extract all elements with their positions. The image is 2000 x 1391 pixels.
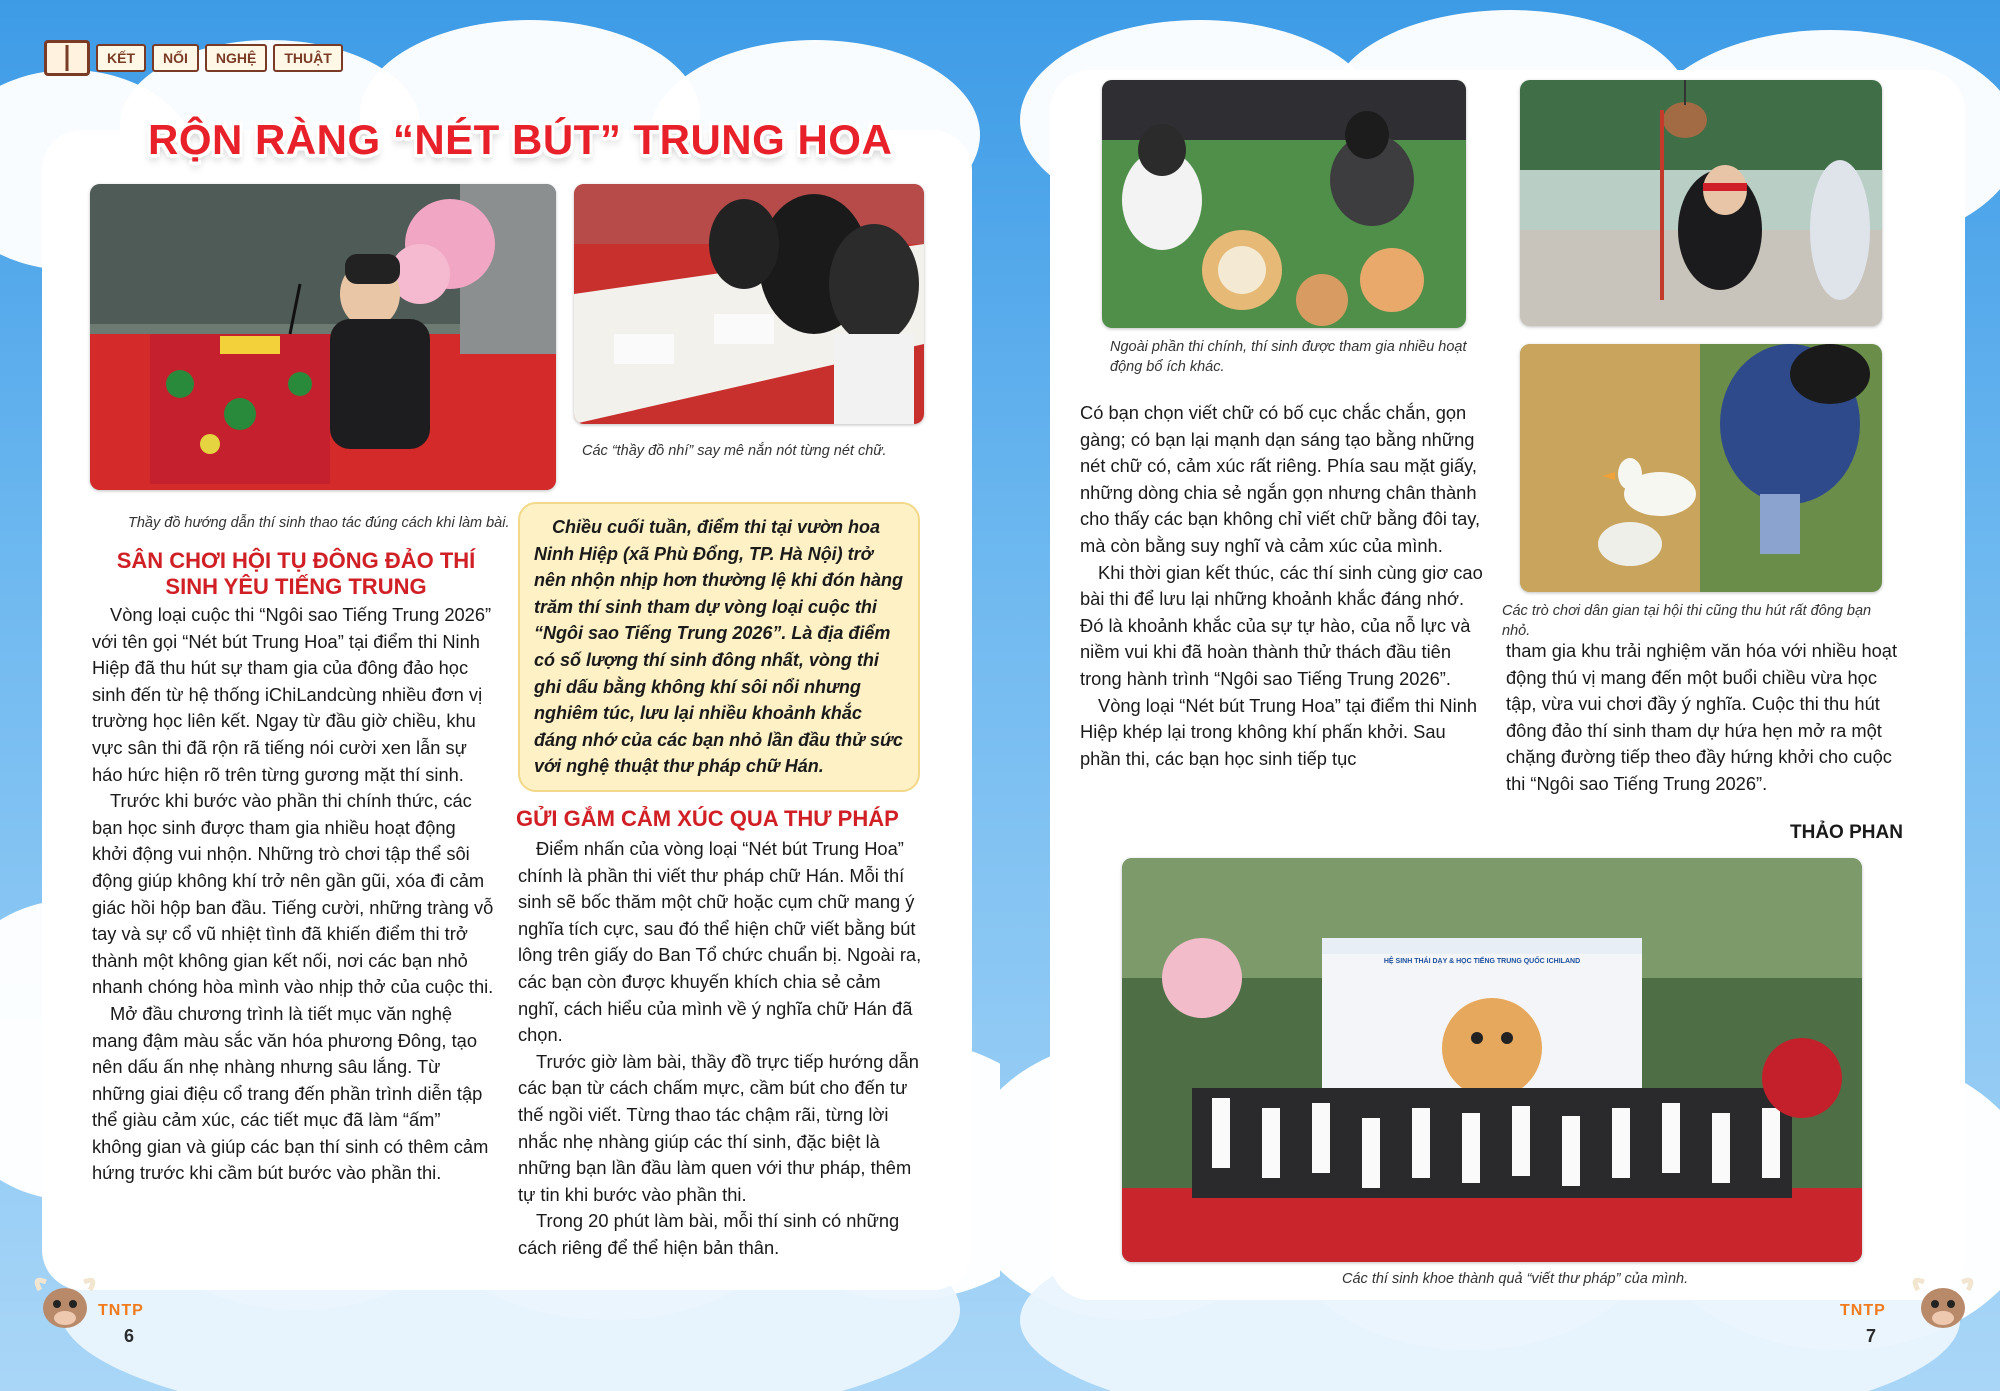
right-page [1000,0,2000,1391]
section2-paragraph: Trong 20 phút làm bài, mỗi thí sinh có những cách riêng để thể hiện bản thân. [518,1210,900,1258]
photo-students-writing [574,184,924,424]
section1-heading-line1: SÂN CHƠI HỘI TỤ ĐÔNG ĐẢO THÍ [116,548,476,573]
section2-body [518,836,922,1262]
right-column-2 [1506,638,1906,798]
section2-paragraph: Trước giờ làm bài, thầy đồ trực tiếp hướng dẫn các bạn từ cách chấm mực, cầm bút cho đến tư thế ngồi viết. Từng thao tác chậm rãi, từng lời nhắc nhẹ nhàng giúp các thí sinh, đặc biệt là những bạn lần đầu làm quen với thư pháp, thêm tự tin khi bước vào phần thi. [518,1050,919,1205]
header-badge: KẾT [96,44,146,72]
article-title: RỘN RÀNG “NÉT BÚT” TRUNG HOA [148,116,893,163]
photo2-caption: Các “thầy đồ nhí” say mê nắn nót từng nét chữ. [582,443,887,459]
section-header [44,40,343,76]
section1-body [92,602,494,1187]
right-col1-paragraph: Vòng loại “Nét bút Trung Hoa” tại điểm thi Ninh Hiệp khép lại trong không khí phấn khởi. Sau phần thi, các bạn học sinh tiếp tục [1080,694,1478,769]
section1-paragraph: Vòng loại cuộc thi “Ngôi sao Tiếng Trung 2026” với tên gọi “Nét bút Trung Hoa” tại điểm thi Ninh Hiệp đã thu hút sự tham gia của đông đảo học sinh đến từ hệ thống iChiLandcùng nhiều đơn vị trường học liên kết. Ngay từ đầu giờ chiều, khu vực sân thi đã rộn rã tiếng nói cười xen lẫn sự háo hức hiện rõ trên từng gương mặt thí sinh. [92,604,492,785]
section1-heading [96,548,496,600]
right-column-1 [1080,400,1484,772]
book-icon [44,40,90,76]
section2-paragraph: Điểm nhấn của vòng loại “Nét bút Trung Hoa” chính là phần thi viết thư pháp chữ Hán. Mỗi thí sinh sẽ bốc thăm một chữ hoặc cụm chữ mang ý nghĩa tích cực, sau đó thể hiện chữ viết bằng bút lông trên giấy do Ban Tổ chức chuẩn bị. Ngoài ra, các bạn còn được khuyến khích chia sẻ cảm nghĩ, cách hiểu của mình về ý nghĩa chữ Hán đã chọn. [518,838,922,1046]
photo-group [1122,858,1862,1262]
section1-paragraph: Trước khi bước vào phần thi chính thức, các bạn học sinh được tham gia nhiều hoạt động khởi động vui nhộn. Những trò chơi tập thể sôi động giúp không khí trở nên gần gũi, xóa đi cảm giác hồi hộp ban đầu. Tiếng cười, những tràng vỗ tay và sự cổ vũ nhiệt tình đã khiến điểm thi trở thành một không gian kết nối, nơi các bạn nhỏ nhanh chóng hòa mình vào nhịp thở của cuộc thi. [92,790,494,998]
photo-calligraphy-teacher [90,184,556,490]
page-number-right: 7 [1866,1326,1877,1346]
buffalo-mascot-icon [1908,1268,1978,1338]
photo1-caption: Thầy đồ hướng dẫn thí sinh thao tác đúng cách khi làm bài. [128,515,510,531]
right-col1-paragraph: Có bạn chọn viết chữ có bố cục chắc chắn, gọn gàng; có bạn lại mạnh dạn sáng tạo bằng những nét chữ có, cảm xúc rất riêng. Phía sau mặt giấy, những dòng chia sẻ ngắn gọn nhưng chân thành cho thấy các bạn không chỉ viết chữ bằng đôi tay, mà còn bằng suy nghĩ và cảm xúc của mình. [1080,402,1481,556]
photo-folk-game-pot [1520,80,1882,326]
photo-folk-game-ducks [1520,344,1882,592]
photo6-caption: Các thí sinh khoe thành quả “viết thư pháp” của mình. [1342,1271,1689,1287]
section1-heading-line2: SINH YÊU TIẾNG TRUNG [165,574,427,599]
buffalo-mascot-icon [30,1268,100,1338]
photo3-caption: Ngoài phần thi chính, thí sinh được tham gia nhiều hoạt động bổ ích khác. [1110,339,1467,375]
header-badge: NỐI [152,44,199,72]
lead-text: Chiều cuối tuần, điểm thi tại vườn hoa Ninh Hiệp (xã Phù Đổng, TP. Hà Nội) trở nên nhộn nhịp hơn thường lệ khi đón hàng trăm thí sinh tham dự vòng loại cuộc thi “Ngôi sao Tiếng Trung 2026”. Là địa điểm có số lượng thí sinh đông nhất, vòng thi ghi dấu bằng không khí sôi nổi nhưng nghiêm túc, lưu lại nhiều khoảnh khắc đáng nhớ của các bạn nhỏ lần đầu thử sức với nghệ thuật thư pháp chữ Hán. [534,517,903,777]
header-badge: THUẬT [273,44,342,72]
photo4-5-caption: Các trò chơi dân gian tại hội thi cũng thu hút rất đông bạn nhỏ. [1502,603,1872,639]
page-number-left: 6 [124,1326,135,1346]
right-col1-paragraph: Khi thời gian kết thúc, các thí sinh cùng giơ cao bài thi để lưu lại những khoảnh khắc đáng nhớ. Đó là khoảnh khắc của sự tự hào, của nỗ lực và niềm vui khi đã hoàn thành thử thách đầu tiên trong hành trình “Ngôi sao Tiếng Trung 2026”. [1080,561,1483,689]
right-col2-paragraph: tham gia khu trải nghiệm văn hóa với nhiều hoạt động thú vị mang đến một buổi chiều vừa học tập, vừa vui chơi đầy ý nghĩa. Cuộc thi thu hút đông đảo thí sinh tham dự hứa hẹn mở ra một chặng đường tiếp theo đầy hứng khởi cho cuộc thi “Ngôi sao Tiếng Trung 2026”. [1506,640,1898,794]
photo-painting-activity [1102,80,1466,328]
section1-paragraph: Mở đầu chương trình là tiết mục văn nghệ mang đậm màu sắc văn hóa phương Đông, tạo nên dấu ấn nhẹ nhàng nhưng sâu lắng. Từ những giai điệu cổ trang đến phần trình diễn tập thể giàu cảm xúc, các tiết mục đã làm “ấm” không gian và giúp các bạn thí sinh có thêm cảm hứng trước khi cầm bút bước vào phần thi. [92,1002,489,1184]
section2-heading: GỬI GẮM CẢM XÚC QUA THƯ PHÁP [516,806,899,831]
header-badge: NGHỆ [205,44,267,72]
lead-box [518,502,920,792]
magazine-logo: TNTP [1840,1302,1886,1319]
author-name: THẢO PHAN [1790,822,1903,843]
magazine-logo: TNTP [98,1302,144,1319]
photo6-banner-text: HỆ SINH THÁI DẠY & HỌC TIẾNG TRUNG QUỐC ICHILAND [1383,958,1581,965]
